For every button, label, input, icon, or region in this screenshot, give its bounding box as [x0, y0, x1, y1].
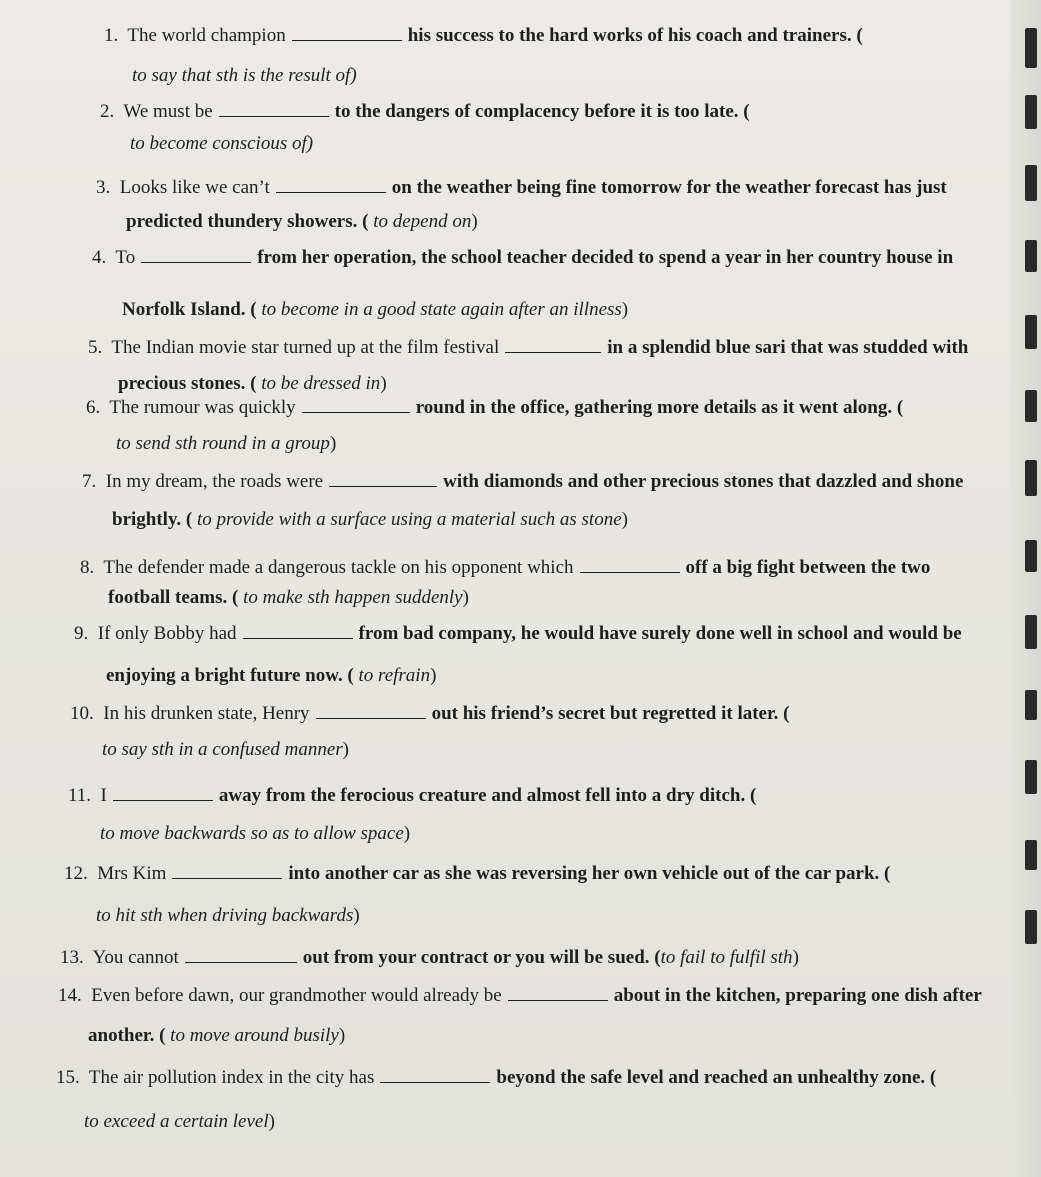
question-text: Looks like we can’t — [119, 177, 270, 198]
question-text: In my dream, the roads were — [105, 471, 324, 492]
question-number: 9. — [74, 623, 89, 644]
question-text: his success to the hard works of his coach and trainers. ( — [407, 25, 863, 46]
binding-mark — [1025, 615, 1037, 649]
question-number: 10. — [70, 703, 94, 724]
answer-blank[interactable] — [505, 336, 601, 353]
question-text: We must be — [123, 101, 213, 122]
hint-close: ) — [792, 947, 799, 968]
question-text: If only Bobby had — [97, 623, 237, 644]
question-hint: to become in a good state again after an illness — [261, 299, 622, 320]
question-text-continued: enjoying a bright future now. ( — [106, 665, 354, 686]
hint-close: ) — [342, 739, 349, 760]
answer-blank[interactable] — [580, 556, 680, 573]
answer-blank[interactable] — [316, 702, 426, 719]
hint-close: ) — [462, 587, 469, 608]
question-text: into another car as she was reversing her own vehicle out of the car park. ( — [288, 863, 891, 884]
question-text: on the weather being fine tomorrow for the weather forecast has just — [391, 177, 947, 198]
question-text: The rumour was quickly — [109, 397, 296, 418]
question-text: The Indian movie star turned up at the film festival — [111, 337, 500, 358]
question-text: Even before dawn, our grandmother would already be — [91, 985, 502, 1006]
hint-close: ) — [268, 1111, 275, 1132]
binding-mark — [1025, 540, 1037, 572]
binding-mark — [1025, 95, 1037, 129]
question-hint: to move backwards so as to allow space — [100, 823, 404, 844]
answer-blank[interactable] — [141, 246, 251, 263]
hint-close: ) — [621, 299, 629, 320]
question-hint: to send sth round in a group — [116, 433, 330, 454]
question-text: The air pollution index in the city has — [88, 1067, 375, 1088]
hint-close: ) — [621, 509, 628, 530]
question-number: 13. — [60, 947, 84, 968]
question-hint: to refrain — [358, 665, 431, 686]
binding-mark — [1025, 840, 1037, 870]
question-text: In his drunken state, Henry — [103, 703, 310, 724]
question-hint: to depend on — [373, 211, 472, 232]
hint-close: ) — [350, 65, 357, 86]
question-text: You cannot — [92, 947, 179, 968]
question-text: about in the kitchen, preparing one dish after — [613, 985, 982, 1006]
question-text: To — [115, 247, 136, 268]
answer-blank[interactable] — [276, 176, 386, 193]
answer-blank[interactable] — [219, 100, 329, 117]
hint-close: ) — [380, 373, 387, 394]
question-text-continued: another. ( — [88, 1025, 166, 1046]
hint-close: ) — [430, 665, 437, 686]
hint-close: ) — [338, 1025, 346, 1046]
question-text-continued: Norfolk Island. ( — [122, 299, 257, 320]
question-text: from bad company, he would have surely done well in school and would be — [358, 623, 962, 644]
hint-close: ) — [353, 905, 360, 926]
question-number: 4. — [92, 247, 107, 268]
hint-close: ) — [306, 133, 314, 154]
question-number: 8. — [80, 557, 95, 578]
question-text: round in the office, gathering more details as it went along. ( — [415, 397, 904, 418]
answer-blank[interactable] — [329, 470, 437, 487]
question-number: 2. — [100, 101, 115, 122]
binding-mark — [1025, 760, 1037, 794]
question-number: 14. — [58, 985, 82, 1006]
answer-blank[interactable] — [113, 784, 213, 801]
question-text: out his friend’s secret but regretted it later. ( — [431, 703, 790, 724]
question-number: 11. — [68, 785, 92, 806]
question-text-continued: predicted thundery showers. ( — [126, 211, 369, 232]
question-text: in a splendid blue sari that was studded with — [607, 337, 969, 358]
binding-mark — [1025, 28, 1037, 68]
question-hint: to hit sth when driving backwards — [96, 905, 354, 926]
hint-close: ) — [471, 211, 478, 232]
answer-blank[interactable] — [243, 622, 353, 639]
binding-mark — [1025, 690, 1037, 720]
answer-blank[interactable] — [172, 862, 282, 879]
binding-mark — [1025, 315, 1037, 349]
question-text: beyond the safe level and reached an unhealthy zone. ( — [496, 1067, 937, 1088]
answer-blank[interactable] — [380, 1066, 490, 1083]
question-text: Mrs Kim — [97, 863, 167, 884]
question-text: with diamonds and other precious stones that dazzled and shone — [443, 471, 964, 492]
question-number: 15. — [56, 1067, 80, 1088]
binding-mark — [1025, 390, 1037, 422]
question-text-continued: football teams. ( — [108, 587, 239, 608]
question-text: away from the ferocious creature and almost fell into a dry ditch. ( — [218, 785, 757, 806]
question-hint: to move around busily — [170, 1025, 339, 1046]
question-number: 5. — [88, 337, 103, 358]
question-text: The world champion — [127, 25, 286, 46]
answer-blank[interactable] — [185, 946, 297, 963]
hint-close: ) — [329, 433, 337, 454]
question-text: I — [100, 785, 107, 806]
question-number: 1. — [104, 25, 119, 46]
question-hint: to say that sth is the result of — [132, 65, 351, 86]
binding-edge — [1011, 0, 1041, 1177]
question-text: off a big fight between the two — [685, 557, 931, 578]
question-text: The defender made a dangerous tackle on his opponent which — [103, 557, 574, 578]
question-hint: to fail to fulfil sth — [660, 947, 793, 968]
question-text: out from your contract or you will be sued. ( — [302, 947, 661, 968]
question-hint: to provide with a surface using a material such as stone — [196, 509, 622, 530]
question-hint: to make sth happen suddenly — [243, 587, 463, 608]
question-number: 12. — [64, 863, 88, 884]
binding-mark — [1025, 910, 1037, 944]
answer-blank[interactable] — [508, 984, 608, 1001]
binding-mark — [1025, 165, 1037, 201]
question-hint: to become conscious of — [130, 133, 307, 154]
question-hint: to exceed a certain level — [84, 1111, 269, 1132]
question-number: 7. — [82, 471, 97, 492]
question-text-continued: precious stones. ( — [118, 373, 257, 394]
question-text-continued: brightly. ( — [112, 509, 193, 530]
question-number: 6. — [86, 397, 101, 418]
hint-close: ) — [403, 823, 411, 844]
answer-blank[interactable] — [292, 24, 402, 41]
question-number: 3. — [96, 177, 111, 198]
question-text: from her operation, the school teacher decided to spend a year in her country house in — [257, 247, 954, 268]
answer-blank[interactable] — [302, 396, 410, 413]
question-text: to the dangers of complacency before it is too late. ( — [334, 101, 750, 122]
binding-mark — [1025, 240, 1037, 272]
question-hint: to say sth in a confused manner — [102, 739, 343, 760]
question-hint: to be dressed in — [261, 373, 381, 394]
binding-mark — [1025, 460, 1037, 496]
